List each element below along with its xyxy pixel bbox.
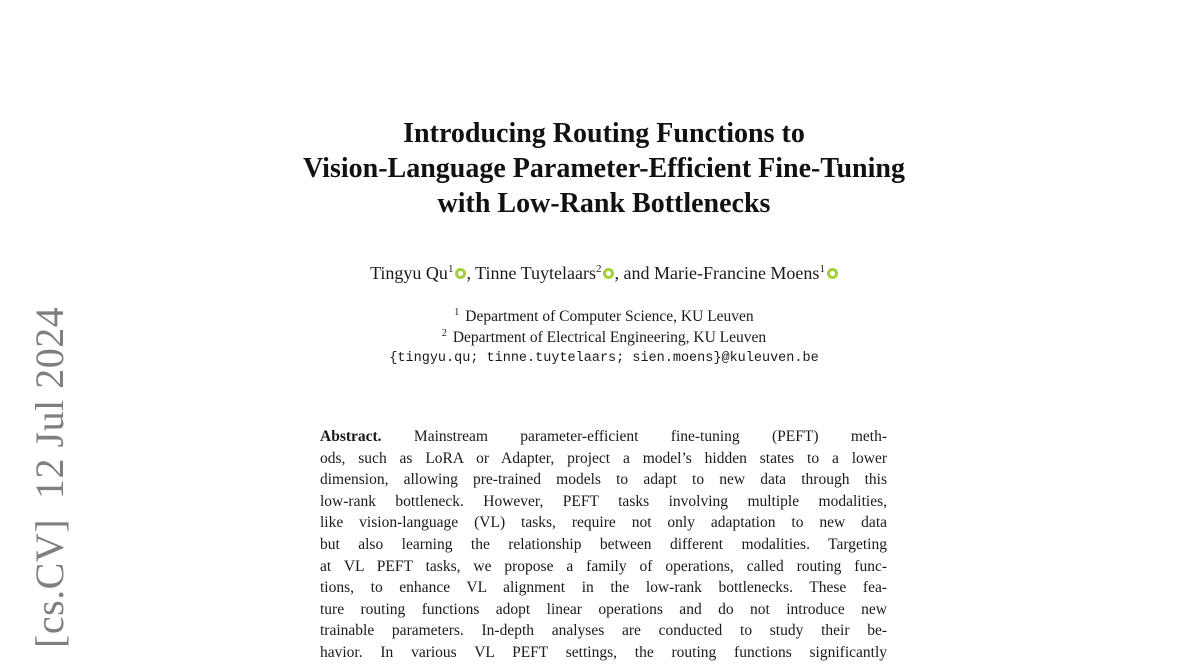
abstract-line: havior. In various VL PEFT settings, the routing functions significantly bbox=[320, 643, 887, 661]
author-affil-mark: 2 bbox=[595, 263, 602, 275]
abstract-line: at VL PEFT tasks, we propose a family of operations, called routing func- bbox=[320, 557, 887, 575]
author-affil-mark: 1 bbox=[819, 263, 825, 275]
abstract-line: ods, such as LoRA or Adapter, project a model’s hidden states to a lower bbox=[320, 449, 887, 467]
abstract-line: trainable parameters. In-depth analyses are conducted to study their be- bbox=[320, 622, 887, 640]
orcid-icon[interactable] bbox=[827, 268, 838, 279]
abstract-text: Mainstream parameter-efficient fine-tuning (PEFT) meth- bbox=[413, 428, 887, 445]
arxiv-date: 12 Jul 2024 bbox=[27, 306, 72, 499]
affiliations bbox=[200, 306, 1008, 370]
abstract-line bbox=[320, 426, 887, 448]
author-affil-mark: 1 bbox=[447, 263, 454, 275]
author-name: Tinne Tuytelaars bbox=[475, 263, 596, 283]
author-separator: , bbox=[466, 263, 476, 283]
abstract-line: ture routing functions adopt linear operations and do not introduce new bbox=[320, 600, 887, 618]
abstract-line: like vision-language (VL) tasks, require not only adaptation to new data bbox=[320, 514, 887, 532]
abstract-line: dimension, allowing pre-trained models to adapt to new data through this bbox=[320, 471, 887, 489]
title-line: with Low-Rank Bottlenecks bbox=[437, 188, 771, 219]
affiliation-mark: 2 bbox=[441, 328, 447, 339]
abstract-line: tions, to enhance VL alignment in the low-rank bottlenecks. These fea- bbox=[320, 579, 887, 597]
affiliation bbox=[200, 306, 1008, 327]
abstract bbox=[320, 426, 887, 664]
orcid-icon[interactable] bbox=[603, 268, 614, 279]
orcid-icon[interactable] bbox=[455, 268, 466, 279]
author-name: Tingyu Qu bbox=[370, 263, 448, 283]
affiliation bbox=[200, 327, 1008, 348]
abstract-line: low-rank bottleneck. However, PEFT tasks involving multiple modalities, bbox=[320, 492, 887, 510]
author-list bbox=[200, 262, 1008, 284]
title-line: Vision-Language Parameter-Efficient Fine-Tuning bbox=[303, 153, 905, 184]
author-emails: {tingyu.qu; tinne.tuytelaars; sien.moens}@kuleuven.be bbox=[389, 351, 819, 366]
affiliation-text: Department of Electrical Engineering, KU Leuven bbox=[452, 329, 767, 346]
author-separator: , and bbox=[614, 263, 654, 283]
affiliation-text: Department of Computer Science, KU Leuven bbox=[465, 308, 754, 325]
author-name: Marie-Francine Moens bbox=[653, 263, 820, 283]
arxiv-category: [cs.CV] bbox=[27, 518, 72, 648]
abstract-line: but also learning the relationship between different modalities. Targeting bbox=[320, 535, 887, 553]
abstract-heading: Abstract. bbox=[320, 428, 382, 445]
affiliation-mark: 1 bbox=[454, 307, 460, 318]
title-line: Introducing Routing Functions to bbox=[403, 118, 805, 149]
arxiv-stamp bbox=[26, 307, 74, 648]
paper-title bbox=[200, 116, 1008, 221]
